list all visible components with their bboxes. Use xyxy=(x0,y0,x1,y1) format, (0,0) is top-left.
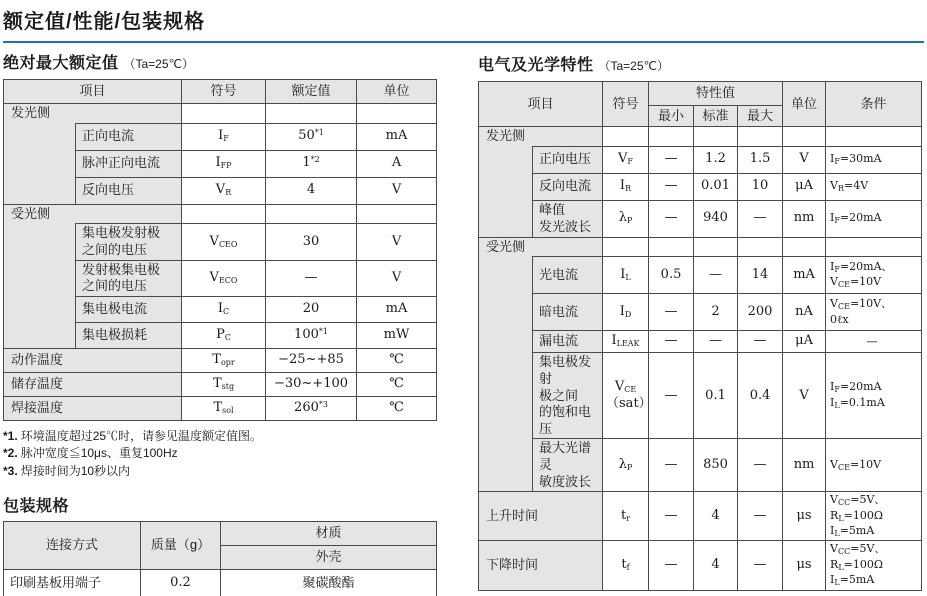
row-item-label: 集电极发射 极之间 的饱和电压 xyxy=(533,353,603,439)
row-symbol: $t_f$ xyxy=(603,541,649,590)
section-row-detecting xyxy=(479,237,922,257)
header-symbol: 符号 xyxy=(182,80,266,104)
table-row xyxy=(479,173,922,200)
elec-header-row xyxy=(479,82,922,106)
table-row xyxy=(479,200,922,237)
row-symbol: $I_F$ xyxy=(182,123,266,150)
table-row xyxy=(4,348,437,372)
row-min: — xyxy=(649,146,694,173)
row-unit: V xyxy=(357,260,437,296)
table-row xyxy=(479,146,922,173)
header-connection: 连接方式 xyxy=(4,521,141,569)
row-min: — xyxy=(649,492,694,541)
empty-cell xyxy=(603,127,649,147)
row-symbol: $V_{ECO}$ xyxy=(182,260,266,296)
row-symbol: $T_{sol}$ xyxy=(182,396,266,420)
row-typ: 0.01 xyxy=(694,173,738,200)
empty-cell xyxy=(182,204,266,224)
section-strip-detecting xyxy=(4,224,76,349)
row-symbol: $V_R$ xyxy=(182,177,266,204)
row-condition: $I_F=30mA$ xyxy=(826,146,922,173)
header-case: 外壳 xyxy=(221,545,437,569)
row-condition: $V_{CE}=10V$ xyxy=(826,439,922,492)
pkg-section-title: 包装规格 xyxy=(3,497,70,515)
row-item-label: 动作温度 xyxy=(4,348,182,372)
elec-table xyxy=(478,81,922,591)
row-item-label: 峰值 发光波长 xyxy=(533,200,603,237)
table-row xyxy=(4,372,437,396)
table-row xyxy=(4,569,437,596)
empty-cell xyxy=(266,104,357,124)
table-row xyxy=(479,492,922,541)
row-max: — xyxy=(738,439,783,492)
abs-max-header-row xyxy=(4,80,437,104)
row-item-label: 最大光谱灵 敏度波长 xyxy=(533,439,603,492)
section-strip-detecting xyxy=(479,257,533,492)
header-mass: 质量（g） xyxy=(141,521,221,569)
row-max: 10 xyxy=(738,173,783,200)
row-max: 14 xyxy=(738,257,783,294)
pkg-header-row xyxy=(4,521,437,545)
row-item-label: 正向电流 xyxy=(76,123,182,150)
row-symbol: $I_R$ xyxy=(603,173,649,200)
row-symbol: $I_{FP}$ xyxy=(182,150,266,177)
row-min: — xyxy=(649,294,694,331)
row-item-label: 集电极电流 xyxy=(76,296,182,322)
table-row xyxy=(4,123,437,150)
row-max: — xyxy=(738,541,783,590)
row-unit: μA xyxy=(783,173,826,200)
elec-ta-condition: （Ta=25℃） xyxy=(598,59,669,73)
empty-cell xyxy=(783,127,826,147)
row-unit: nA xyxy=(783,294,826,331)
row-typ: 850 xyxy=(694,439,738,492)
row-symbol: $T_{opr}$ xyxy=(182,348,266,372)
row-rating: −25~+85 xyxy=(266,348,357,372)
header-typ: 标准 xyxy=(694,106,738,127)
empty-cell xyxy=(266,204,357,224)
row-symbol: $\lambda_P$ xyxy=(603,200,649,237)
row-unit: ℃ xyxy=(357,372,437,396)
empty-cell xyxy=(694,237,738,257)
row-symbol: $V_F$ xyxy=(603,146,649,173)
row-unit: mA xyxy=(783,257,826,294)
row-unit: ℃ xyxy=(357,396,437,420)
abs-max-ta-condition: （Ta=25℃） xyxy=(123,57,194,71)
pkg-table xyxy=(3,521,437,596)
row-item-label: 光电流 xyxy=(533,257,603,294)
row-condition: $I_F=20mA$ xyxy=(826,200,922,237)
row-symbol: $I_C$ xyxy=(182,296,266,322)
row-item-label: 储存温度 xyxy=(4,372,182,396)
row-item-label: 漏电流 xyxy=(533,331,603,353)
row-item-label: 脉冲正向电流 xyxy=(76,150,182,177)
row-item-label: 下降时间 xyxy=(479,541,603,590)
footnote xyxy=(3,445,436,462)
header-value: 特性值 xyxy=(649,82,783,106)
row-rating: −30~+100 xyxy=(266,372,357,396)
row-min: 0.5 xyxy=(649,257,694,294)
row-symbol: $V_{CE}$ （sat） xyxy=(603,353,649,439)
footnote xyxy=(3,428,436,445)
row-item-label: 发射极集电极 之间的电压 xyxy=(76,260,182,296)
empty-cell xyxy=(783,237,826,257)
row-symbol: $T_{stg}$ xyxy=(182,372,266,396)
section-strip-emitting xyxy=(4,123,76,204)
row-symbol: $I_D$ xyxy=(603,294,649,331)
row-symbol: $t_r$ xyxy=(603,492,649,541)
row-symbol: $P_C$ xyxy=(182,322,266,348)
row-min: — xyxy=(649,200,694,237)
section-row-emitting xyxy=(4,104,437,124)
row-unit: V xyxy=(783,353,826,439)
row-rating: 260$^{*3}$ xyxy=(266,396,357,420)
row-min: — xyxy=(649,353,694,439)
row-condition: — xyxy=(826,331,922,353)
row-condition: $V_R=4V$ xyxy=(826,173,922,200)
section-label-detecting: 受光侧 xyxy=(4,204,182,224)
row-symbol: $I_{LEAK}$ xyxy=(603,331,649,353)
row-rating: 1$^{*2}$ xyxy=(266,150,357,177)
section-label-detecting: 受光侧 xyxy=(479,237,603,257)
empty-cell xyxy=(649,237,694,257)
row-typ: 2 xyxy=(694,294,738,331)
header-item: 项目 xyxy=(479,82,603,127)
header-material: 材质 xyxy=(221,521,437,545)
row-typ: 940 xyxy=(694,200,738,237)
row-rating: — xyxy=(266,260,357,296)
row-max: 200 xyxy=(738,294,783,331)
table-row xyxy=(479,257,922,294)
header-unit: 单位 xyxy=(357,80,437,104)
row-typ: — xyxy=(694,331,738,353)
row-material: 聚碳酸酯 xyxy=(221,569,437,596)
empty-cell xyxy=(738,237,783,257)
row-typ: 0.1 xyxy=(694,353,738,439)
table-row xyxy=(479,439,922,492)
table-row xyxy=(479,331,922,353)
row-unit: μs xyxy=(783,492,826,541)
row-item-label: 焊接温度 xyxy=(4,396,182,420)
header-symbol: 符号 xyxy=(603,82,649,127)
footnote-mark: *2. xyxy=(3,446,18,461)
right-column xyxy=(478,52,921,591)
header-rating: 额定值 xyxy=(266,80,357,104)
row-unit: mA xyxy=(357,123,437,150)
row-condition: $V_{CE}=10V$、 0ℓx xyxy=(826,294,922,331)
empty-cell xyxy=(182,104,266,124)
section-label-emitting: 发光侧 xyxy=(479,127,603,147)
footnote-text: 脉冲宽度≦10μs、重复100Hz xyxy=(20,446,178,461)
footnote-text: 环境温度超过25℃时，请参见温度额定值图。 xyxy=(20,428,263,443)
row-unit: μA xyxy=(783,331,826,353)
row-min: — xyxy=(649,439,694,492)
row-item-label: 上升时间 xyxy=(479,492,603,541)
row-max: 1.5 xyxy=(738,146,783,173)
row-unit: nm xyxy=(783,439,826,492)
row-item-label: 反向电压 xyxy=(76,177,182,204)
empty-cell xyxy=(826,237,922,257)
row-condition: $V_{CC}=5V$、 $R_L=100\Omega$ $I_L=5mA$ xyxy=(826,541,922,590)
header-unit: 单位 xyxy=(783,82,826,127)
row-unit: mA xyxy=(357,296,437,322)
row-item-label: 暗电流 xyxy=(533,294,603,331)
row-item-label: 集电极损耗 xyxy=(76,322,182,348)
abs-max-section-title xyxy=(3,50,436,73)
row-symbol: $V_{CEO}$ xyxy=(182,224,266,260)
empty-cell xyxy=(357,104,437,124)
footnote-mark: *1. xyxy=(3,428,18,443)
row-typ: 4 xyxy=(694,492,738,541)
row-unit: nm xyxy=(783,200,826,237)
row-mass: 0.2 xyxy=(141,569,221,596)
abs-max-table xyxy=(3,79,437,421)
row-item-label: 集电极发射极 之间的电压 xyxy=(76,224,182,260)
empty-cell xyxy=(826,127,922,147)
table-row xyxy=(4,396,437,420)
empty-cell xyxy=(649,127,694,147)
row-item-label: 反向电流 xyxy=(533,173,603,200)
table-row xyxy=(479,541,922,590)
row-rating: 100$^{*1}$ xyxy=(266,322,357,348)
row-max: 0.4 xyxy=(738,353,783,439)
row-unit: A xyxy=(357,150,437,177)
row-unit: mW xyxy=(357,322,437,348)
empty-cell xyxy=(694,127,738,147)
footnote-text: 焊接时间为10秒以内 xyxy=(20,463,131,478)
table-row xyxy=(479,294,922,331)
abs-max-title-text: 绝对最大额定值 xyxy=(3,55,119,72)
row-condition: $I_F=20mA$、 $V_{CE}=10V$ xyxy=(826,257,922,294)
row-symbol: $I_L$ xyxy=(603,257,649,294)
footnote xyxy=(3,463,436,480)
row-typ: 4 xyxy=(694,541,738,590)
table-row xyxy=(4,224,437,260)
row-unit: V xyxy=(783,146,826,173)
row-condition: $V_{CC}=5V$、 $R_L=100\Omega$ $I_L=5mA$ xyxy=(826,492,922,541)
row-rating: 30 xyxy=(266,224,357,260)
header-item: 项目 xyxy=(4,80,182,104)
footnote-mark: *3. xyxy=(3,463,18,478)
empty-cell xyxy=(603,237,649,257)
row-unit: V xyxy=(357,224,437,260)
row-max: — xyxy=(738,492,783,541)
footnotes xyxy=(3,428,436,480)
left-column xyxy=(3,50,436,596)
row-max: — xyxy=(738,331,783,353)
row-item-label: 正向电压 xyxy=(533,146,603,173)
section-row-detecting xyxy=(4,204,437,224)
row-condition: $I_F=20mA$ $I_L=0.1mA$ xyxy=(826,353,922,439)
section-label-emitting: 发光侧 xyxy=(4,104,182,124)
row-min: — xyxy=(649,331,694,353)
row-max: — xyxy=(738,200,783,237)
row-unit: μs xyxy=(783,541,826,590)
header-cond: 条件 xyxy=(826,82,922,127)
header-min: 最小 xyxy=(649,106,694,127)
section-strip-emitting xyxy=(479,146,533,237)
section-row-emitting xyxy=(479,127,922,147)
row-min: — xyxy=(649,541,694,590)
row-unit: ℃ xyxy=(357,348,437,372)
row-rating: 50$^{*1}$ xyxy=(266,123,357,150)
header-max: 最大 xyxy=(738,106,783,127)
row-min: — xyxy=(649,173,694,200)
row-symbol: $\lambda_P$ xyxy=(603,439,649,492)
page-title: 额定值/性能/包装规格 xyxy=(3,5,924,43)
row-rating: 20 xyxy=(266,296,357,322)
elec-section-title xyxy=(478,52,921,75)
elec-title-text: 电气及光学特性 xyxy=(478,57,594,74)
empty-cell xyxy=(357,204,437,224)
row-unit: V xyxy=(357,177,437,204)
table-row xyxy=(479,353,922,439)
empty-cell xyxy=(738,127,783,147)
row-connection: 印刷基板用端子 xyxy=(4,569,141,596)
row-rating: 4 xyxy=(266,177,357,204)
row-typ: — xyxy=(694,257,738,294)
row-typ: 1.2 xyxy=(694,146,738,173)
